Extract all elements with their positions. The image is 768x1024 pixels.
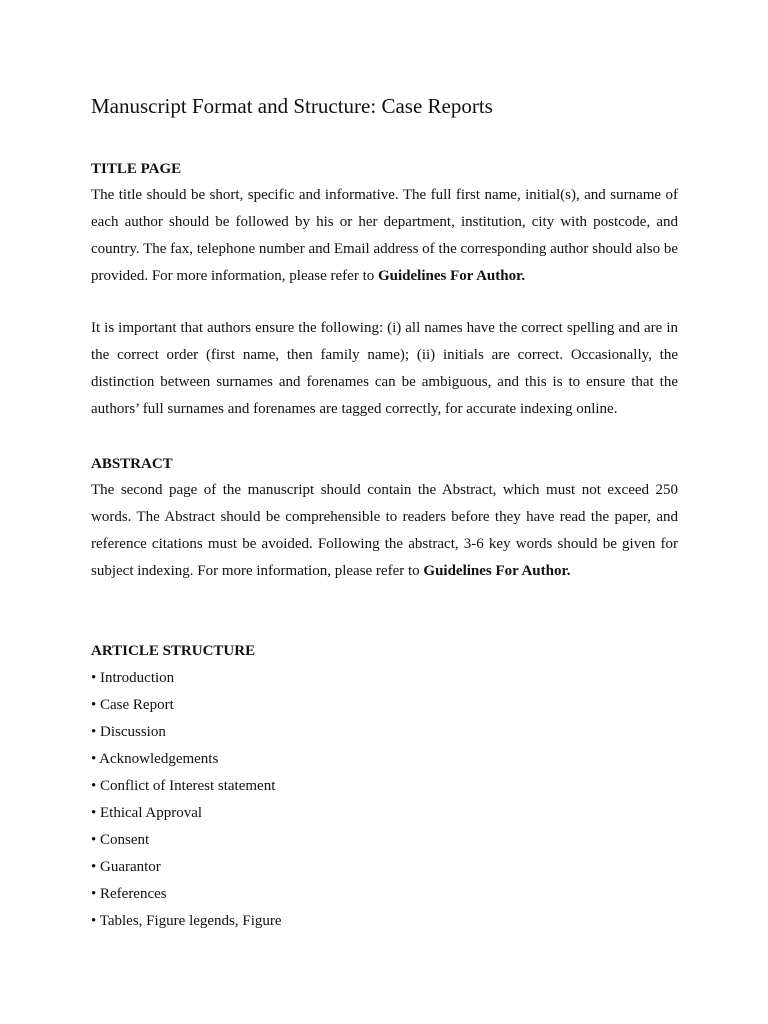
abstract-paragraph-text: The second page of the manuscript should contain the Abstract, which must not exceed 250 words. The Abstract should be comprehensible to readers before they have read the paper, and reference citations must be avoided. Following the abstract, 3-6 key words should be given for subject indexing. For more information, please refer to — [91, 482, 678, 579]
article-structure-list — [91, 665, 282, 935]
list-item: • Ethical Approval — [91, 805, 203, 821]
list-item: • Case Report — [91, 697, 174, 713]
abstract-guidelines-link[interactable]: Guidelines For Author. — [423, 563, 571, 579]
list-item: • Tables, Figure legends, Figure — [91, 913, 282, 929]
list-item: • Discussion — [91, 724, 166, 740]
title-page-paragraph-2: It is important that authors ensure the following: (i) all names have the correct spelling and are in the correct order (first name, then family name); (ii) initials are correct. Occasionally, the distinction between surnames and forenames can be ambiguous, and this is to ensure that the authors’ full surnames and forenames are tagged correctly, for accurate indexing online. — [91, 320, 678, 417]
title-page-paragraph-1-text: The title should be short, specific and informative. The full first name, initial(s), and surname of each author should be followed by his or her department, institution, city with postcode, and country. The fax, telephone number and Email address of the corresponding author should also be provided. For more information, please refer to — [91, 187, 678, 284]
title-page-paragraph-1 — [91, 182, 678, 290]
list-item: • Conflict of Interest statement — [91, 778, 276, 794]
list-item: • Acknowledgements — [91, 751, 219, 767]
list-item: • Consent — [91, 832, 150, 848]
list-item: • Guarantor — [91, 859, 161, 875]
abstract-heading: ABSTRACT — [91, 456, 173, 472]
article-structure-heading: ARTICLE STRUCTURE — [91, 643, 256, 659]
title-page-heading: TITLE PAGE — [91, 161, 182, 177]
list-item: • Introduction — [91, 670, 175, 686]
guidelines-link[interactable]: Guidelines For Author. — [378, 268, 526, 284]
list-item: • References — [91, 886, 167, 902]
page-title: Manuscript Format and Structure: Case Reports — [91, 94, 493, 118]
abstract-paragraph — [91, 477, 678, 585]
